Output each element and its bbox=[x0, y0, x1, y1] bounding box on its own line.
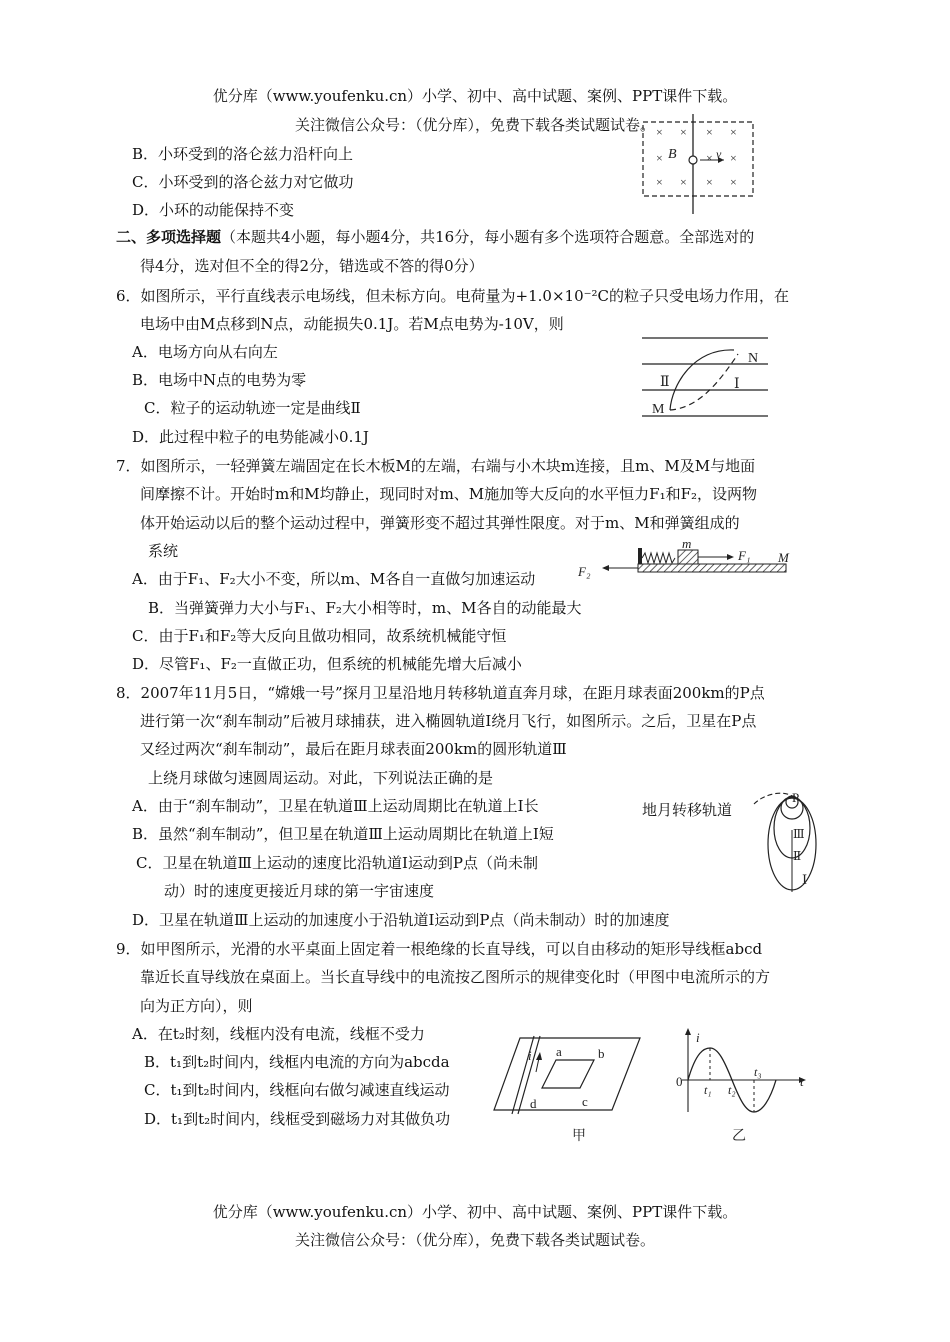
section2-line-1: 二、多项选择题（本题共4小题，每小题4分，共16分，每小题有多个选项符合题意。全部选对的 bbox=[116, 228, 755, 246]
origin-label: 0 bbox=[676, 1074, 683, 1089]
q6-option-d: D．此过程中粒子的电势能减小0.1J bbox=[132, 428, 369, 446]
velocity-label: v bbox=[716, 147, 722, 161]
field-cross: × bbox=[706, 175, 713, 189]
field-cross: × bbox=[656, 175, 663, 189]
block-m-label: m bbox=[682, 536, 692, 551]
q8-stem-2: 进行第一次“刹车制动”后被月球捕获，进入椭圆轨道Ⅰ绕月飞行，如图所示。之后，卫星在P点 bbox=[140, 712, 757, 730]
header-line-2: 关注微信公众号：（优分库），免费下载各类试题试卷。 bbox=[294, 116, 655, 134]
lunar-orbit-figure bbox=[748, 780, 838, 896]
curve-i-label: Ⅰ bbox=[734, 377, 740, 392]
tick-t2-label: t₂ bbox=[728, 1083, 736, 1097]
q9-option-a: A．在t₂时刻，线框内没有电流，线框不受力 bbox=[132, 1025, 425, 1043]
q6-option-a: A．电场方向从右向左 bbox=[132, 343, 278, 361]
orbit-ii-label: Ⅱ bbox=[793, 849, 802, 863]
q8-stem-3: 又经过两次“刹车制动”，最后在距月球表面200km的圆形轨道Ⅲ bbox=[140, 740, 567, 758]
field-cross: × bbox=[730, 175, 737, 189]
q7-option-a: A．由于F₁、F₂大小不变，所以m、M各自一直做匀加速运动 bbox=[132, 570, 536, 588]
field-cross: × bbox=[656, 151, 663, 165]
figure-jia-caption: 甲 bbox=[572, 1129, 586, 1144]
q9-stem-2: 靠近长直导线放在桌面上。当长直导线中的电流按乙图所示的规律变化时（甲图中电流所示的方 bbox=[140, 968, 771, 986]
wire-frame-figure bbox=[492, 1030, 642, 1150]
current-graph-figure bbox=[672, 1024, 812, 1150]
field-cross: × bbox=[730, 125, 737, 139]
point-n-label: N bbox=[748, 351, 759, 366]
q9-stem-1: 9．如甲图所示，光滑的水平桌面上固定着一根绝缘的长直导线，可以自由移动的矩形导线框abcd bbox=[116, 940, 763, 958]
field-cross: × bbox=[706, 125, 713, 139]
orbit-i-label: Ⅰ bbox=[802, 872, 808, 887]
section2-text: （本题共4小题，每小题4分，共16分，每小题有多个选项符合题意。全部选对的 bbox=[221, 228, 755, 246]
q7-stem-4: 系统 bbox=[148, 542, 179, 560]
field-cross: × bbox=[680, 125, 687, 139]
tick-t1-label: t₁ bbox=[704, 1083, 712, 1097]
field-cross: × bbox=[680, 175, 687, 189]
q8-stem-1: 8．2007年11月5日，“嫦娥一号”探月卫星沿地月转移轨道直奔月球，在距月球表面200km的P点 bbox=[116, 684, 765, 702]
magnetic-field-figure bbox=[640, 114, 760, 214]
q9-option-d: D．t₁到t₂时间内，线框受到磁场力对其做负功 bbox=[144, 1110, 451, 1128]
force-f1-label: F₁ bbox=[738, 548, 751, 563]
curve-ii-label: Ⅱ bbox=[660, 375, 670, 390]
footer-line-2: 关注微信公众号：（优分库），免费下载各类试题试卷。 bbox=[294, 1231, 655, 1249]
q7-stem-2: 间摩擦不计。开始时m和M均静止，现同时对m、M施加等大反向的水平恒力F₁和F₂，设两物 bbox=[140, 485, 758, 503]
point-m-label: M bbox=[652, 402, 665, 417]
field-cross: × bbox=[730, 151, 737, 165]
q5-option-d: D．小环的动能保持不变 bbox=[132, 201, 295, 219]
field-cross: × bbox=[706, 151, 713, 165]
q5-option-c: C．小环受到的洛仑兹力对它做功 bbox=[132, 173, 354, 191]
q7-option-d: D．尽管F₁、F₂一直做正功，但系统的机械能先增大后减小 bbox=[132, 655, 522, 673]
board-m-label: M bbox=[778, 550, 789, 565]
force-f2-label: F₂ bbox=[578, 564, 591, 579]
q8-stem-4: 上绕月球做匀速圆周运动。对此，下列说法正确的是 bbox=[148, 769, 494, 787]
spring-block-figure bbox=[572, 536, 812, 582]
q9-option-b: B．t₁到t₂时间内，线框内电流的方向为abcda bbox=[144, 1053, 450, 1071]
field-label-b: B bbox=[668, 147, 677, 162]
q9-stem-3: 向为正方向），则 bbox=[140, 997, 253, 1015]
footer-line-1: 优分库（www.youfenku.cn）小学、初中、高中试题、案例、PPT课件下载。 bbox=[212, 1203, 738, 1221]
q8-option-a: A．由于“刹车制动”，卫星在轨道Ⅲ上运动周期比在轨道上Ⅰ长 bbox=[132, 797, 539, 815]
q7-stem-3: 体开始运动以后的整个运动过程中，弹簧形变不超过其弹性限度。对于m、M和弹簧组成的 bbox=[140, 514, 740, 532]
q6-option-b: B．电场中N点的电势为零 bbox=[132, 371, 307, 389]
header-line-1: 优分库（www.youfenku.cn）小学、初中、高中试题、案例、PPT课件下载。 bbox=[212, 87, 738, 105]
corner-c-label: c bbox=[582, 1094, 588, 1109]
q7-stem-1: 7．如图所示，一轻弹簧左端固定在长木板M的左端，右端与小木块m连接，且m、M及M与地面 bbox=[116, 457, 756, 475]
corner-d-label: d bbox=[530, 1096, 537, 1111]
q7-option-c: C．由于F₁和F₂等大反向且做功相同，故系统机械能守恒 bbox=[132, 627, 507, 645]
q8-option-c-1: C．卫星在轨道Ⅲ上运动的速度比沿轨道Ⅰ运动到P点（尚未制 bbox=[136, 854, 538, 872]
q6-option-c: C．粒子的运动轨迹一定是曲线Ⅱ bbox=[144, 399, 361, 417]
axis-t-label: t bbox=[800, 1074, 804, 1089]
figure-yi-caption: 乙 bbox=[732, 1129, 746, 1144]
q8-option-c-2: 动）时的速度更接近月球的第一宇宙速度 bbox=[164, 882, 435, 900]
orbit-iii-label: Ⅲ bbox=[793, 827, 805, 841]
q8-option-b: B．虽然“刹车制动”，但卫星在轨道Ⅲ上运动周期比在轨道上Ⅰ短 bbox=[132, 825, 554, 843]
q9-option-c: C．t₁到t₂时间内，线框向右做匀减速直线运动 bbox=[144, 1081, 450, 1099]
corner-b-label: b bbox=[598, 1046, 605, 1061]
corner-a-label: a bbox=[556, 1044, 562, 1059]
axis-i-label: i bbox=[696, 1030, 700, 1045]
field-cross: × bbox=[656, 125, 663, 139]
q7-option-b: B．当弹簧弹力大小与F₁、F₂大小相等时，m、M各自的动能最大 bbox=[148, 599, 582, 617]
q5-option-b: B．小环受到的洛仑兹力沿杆向上 bbox=[132, 145, 354, 163]
tick-t3-label: t₃ bbox=[754, 1065, 762, 1079]
q6-stem-1: 6．如图所示，平行直线表示电场线，但未标方向。电荷量为+1.0×10⁻²C的粒子只受电场力作用，在 bbox=[116, 287, 790, 305]
q6-stem-2: 电场中由M点移到N点，动能损失0.1J。若M点电势为-10V，则 bbox=[140, 315, 564, 333]
point-p-label: P bbox=[792, 790, 800, 805]
current-i-label: i bbox=[528, 1048, 532, 1063]
q8-option-d: D．卫星在轨道Ⅲ上运动的加速度小于沿轨道Ⅰ运动到P点（尚未制动）时的加速度 bbox=[132, 911, 670, 929]
transfer-orbit-label: 地月转移轨道 bbox=[642, 801, 733, 819]
field-lines-figure bbox=[638, 334, 772, 424]
section2-line-2: 得4分，选对但不全的得2分，错选或不答的得0分） bbox=[140, 257, 484, 275]
